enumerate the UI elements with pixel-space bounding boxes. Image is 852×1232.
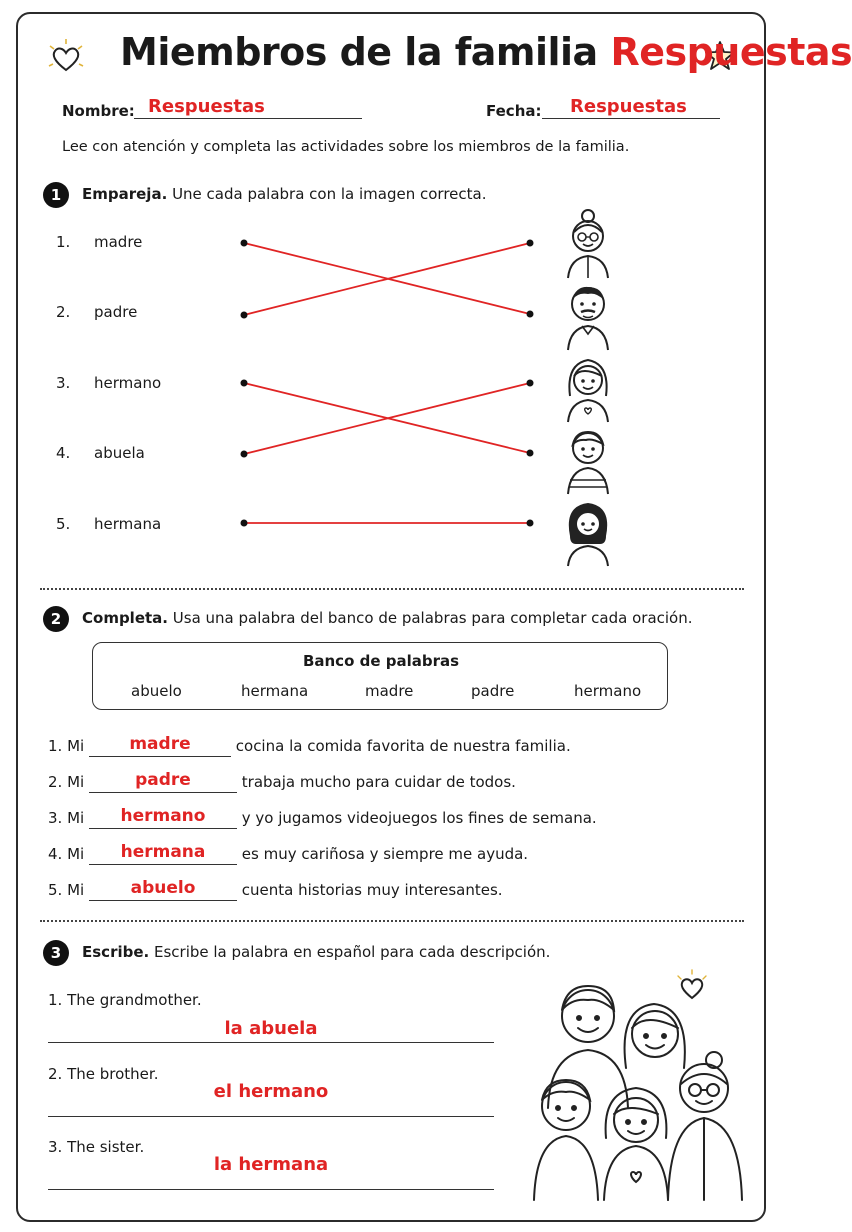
section-3-text: Escribe la palabra en español para cada descripción.	[154, 943, 551, 961]
match-item-word: abuela	[94, 444, 145, 462]
answer-line[interactable]	[48, 1153, 494, 1190]
match-item-word: hermano	[94, 374, 162, 392]
sentence-answer: padre	[135, 770, 191, 790]
sentence-blank[interactable]	[89, 880, 237, 901]
description: 1. The grandmother.	[48, 991, 202, 1009]
sentence-blank[interactable]	[89, 844, 237, 865]
sentence-number: 1.	[48, 737, 63, 755]
section-3-heading: Escribe.	[82, 943, 150, 961]
sentence-answer: abuelo	[130, 878, 196, 898]
sentence-row	[48, 772, 516, 793]
section-2-text: Usa una palabra del banco de palabras para completar cada oración.	[172, 609, 693, 627]
match-dot[interactable]	[527, 240, 534, 247]
match-item-word: padre	[94, 303, 138, 321]
section-1-text: Une cada palabra con la imagen correcta.	[172, 185, 487, 203]
match-item-number: 5.	[56, 515, 71, 533]
sentence-end: cuenta historias muy interesantes.	[241, 881, 503, 899]
word-bank	[92, 642, 668, 710]
match-item-number: 3.	[56, 374, 71, 392]
sentence-answer: madre	[129, 734, 191, 754]
sentence-row	[48, 808, 597, 829]
match-item-word: madre	[94, 233, 143, 251]
sentence-row	[48, 844, 528, 865]
bank-word: madre	[365, 682, 414, 700]
match-dot[interactable]	[241, 312, 248, 319]
section-2-heading: Completa.	[82, 609, 168, 627]
date-value: Respuestas	[570, 96, 687, 117]
answer-text: la abuela	[224, 1018, 318, 1039]
sentence-row	[48, 880, 503, 901]
sentence-number: 2.	[48, 773, 63, 791]
match-dot[interactable]	[241, 451, 248, 458]
description: 3. The sister.	[48, 1138, 145, 1156]
sentence-number: 4.	[48, 845, 63, 863]
description: 2. The brother.	[48, 1065, 159, 1083]
bank-word: abuelo	[131, 682, 182, 700]
word-bank-title: Banco de palabras	[302, 652, 460, 670]
match-dot[interactable]	[527, 450, 534, 457]
sentence-start: Mi	[67, 881, 85, 899]
section-3-number: 3	[43, 940, 69, 966]
match-dot[interactable]	[241, 240, 248, 247]
boy-icon	[562, 424, 614, 496]
father-icon	[562, 280, 614, 352]
instructions: Lee con atención y completa las actividades sobre los miembros de la familia.	[62, 139, 630, 155]
sentence-start: Mi	[67, 845, 85, 863]
match-item-number: 4.	[56, 444, 71, 462]
sentence-blank[interactable]	[89, 808, 237, 829]
sentence-end: y yo jugamos videojuegos los fines de semana.	[241, 809, 597, 827]
sentence-number: 5.	[48, 881, 63, 899]
match-dot[interactable]	[527, 520, 534, 527]
title-text: Miembros de la familia	[120, 30, 598, 74]
match-item-word: hermana	[94, 515, 162, 533]
match-dot[interactable]	[241, 380, 248, 387]
section-1-heading: Empareja.	[82, 185, 168, 203]
name-value: Respuestas	[148, 96, 265, 117]
sentence-end: es muy cariñosa y siempre me ayuda.	[241, 845, 529, 863]
girl-icon	[562, 496, 614, 568]
divider	[40, 920, 744, 922]
sentence-blank[interactable]	[89, 736, 231, 757]
matching-area[interactable]	[0, 0, 784, 600]
bank-word: hermana	[241, 682, 309, 700]
sentence-start: Mi	[67, 809, 85, 827]
sentence-start: Mi	[67, 737, 85, 755]
sentence-row	[48, 736, 571, 757]
section-2-instruction	[82, 609, 693, 627]
divider	[40, 588, 744, 590]
name-label: Nombre:	[62, 102, 135, 120]
sentence-blank[interactable]	[89, 772, 237, 793]
answer-text: la hermana	[213, 1154, 329, 1175]
bank-word: hermano	[574, 682, 642, 700]
answer-line[interactable]	[48, 1016, 494, 1043]
sentence-answer: hermano	[120, 806, 206, 826]
sentence-end: cocina la comida favorita de nuestra familia.	[235, 737, 571, 755]
sentence-number: 3.	[48, 809, 63, 827]
sentence-start: Mi	[67, 773, 85, 791]
match-item-number: 2.	[56, 303, 71, 321]
section-2-number: 2	[43, 606, 69, 632]
match-dot[interactable]	[527, 380, 534, 387]
section-1-number: 1	[43, 182, 69, 208]
family-illustration	[528, 968, 748, 1202]
answer-text: el hermano	[213, 1081, 329, 1102]
date-label: Fecha:	[486, 102, 542, 120]
match-dot[interactable]	[241, 520, 248, 527]
grandmother-icon	[562, 208, 614, 280]
title-answers: Respuestas	[610, 30, 852, 74]
bank-word: padre	[471, 682, 515, 700]
match-item-number: 1.	[56, 233, 71, 251]
section-3-instruction	[82, 943, 550, 961]
match-dot[interactable]	[527, 311, 534, 318]
mother-icon	[562, 352, 614, 424]
sentence-end: trabaja mucho para cuidar de todos.	[241, 773, 516, 791]
sentence-answer: hermana	[120, 842, 206, 862]
answer-line[interactable]	[48, 1080, 494, 1117]
